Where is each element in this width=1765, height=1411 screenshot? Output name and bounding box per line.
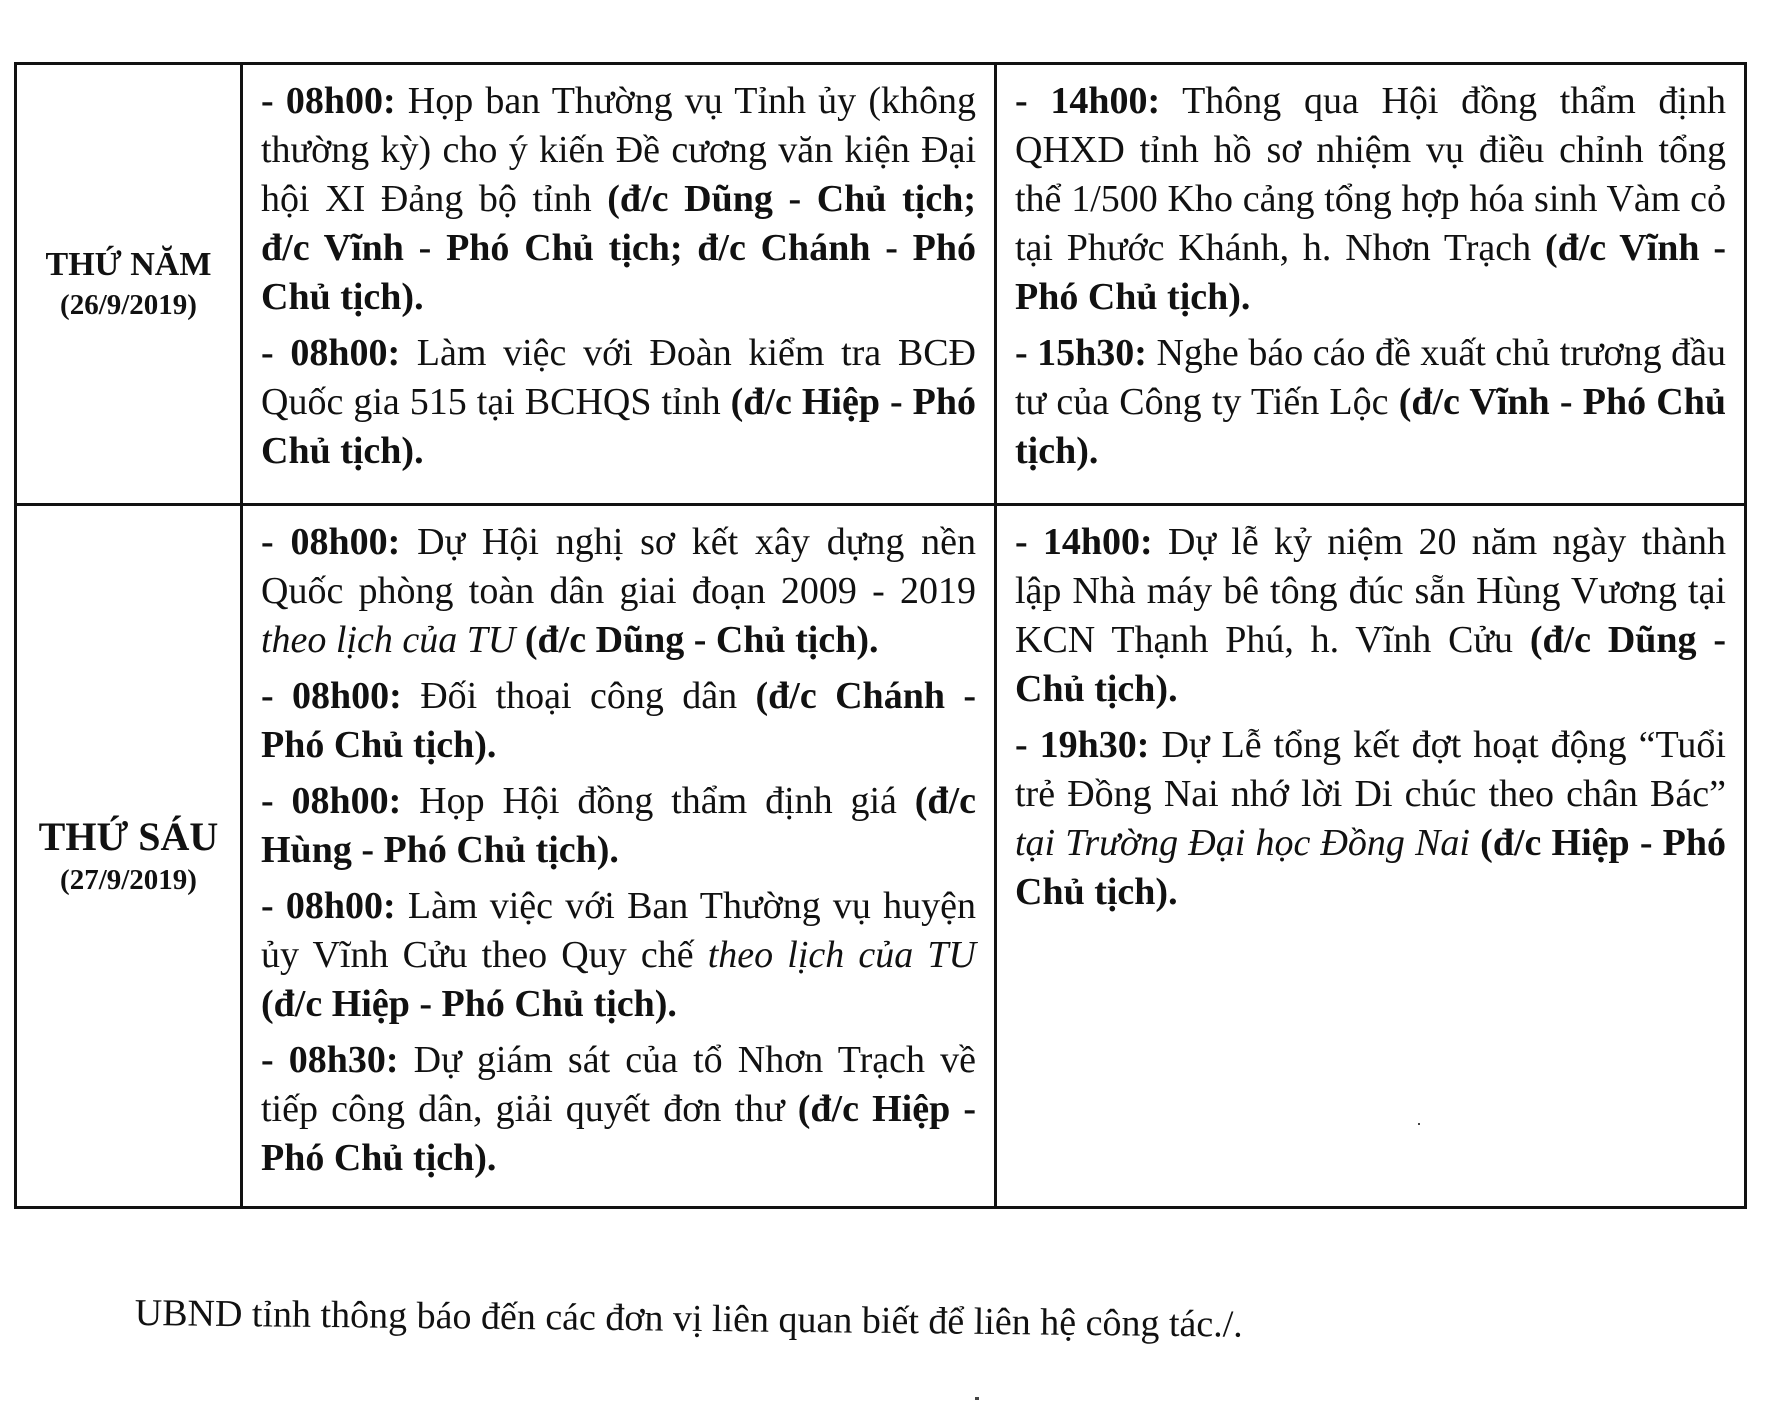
schedule-entry <box>261 882 976 1029</box>
entry-bold-text: (đ/c Hiệp - Phó Chủ tịch). <box>261 381 976 472</box>
entry-bold-text: (đ/c Hiệp - Phó Chủ tịch). <box>261 1088 977 1179</box>
entry-text: Làm việc với Đoàn kiểm tra BCĐ Quốc gia 515 tại BCHQS tỉnh <box>261 332 976 423</box>
afternoon-cell <box>996 505 1746 1208</box>
scan-speck <box>975 1397 979 1400</box>
schedule-entry <box>1015 77 1726 322</box>
entry-text <box>1470 822 1480 864</box>
entry-text: Họp ban Thường vụ Tỉnh ủy (không thường kỳ) cho ý kiến Đề cương văn kiện Đại hội XI Đảng bộ tỉnh <box>261 80 976 220</box>
entry-text: Nghe báo cáo đề xuất chủ trương đầu tư của Công ty Tiến Lộc <box>1015 332 1726 423</box>
entry-text: Dự Hội nghị sơ kết xây dựng nền Quốc phòng toàn dân giai đoạn 2009 - 2019 <box>261 521 976 612</box>
day-cell <box>16 64 242 505</box>
entry-bold-text: (đ/c Vĩnh - Phó Chủ tịch). <box>1015 227 1726 318</box>
entry-bold-text: (đ/c Dũng - Chủ tịch). <box>524 619 879 661</box>
entry-bold-text: - 14h00: <box>1015 80 1161 122</box>
schedule-entry <box>261 777 976 875</box>
entry-text: Dự giám sát của tổ Nhơn Trạch về tiếp công dân, giải quyết đơn thư <box>261 1039 976 1130</box>
afternoon-cell <box>996 64 1746 505</box>
entry-bold-text: (đ/c Vĩnh - Phó Chủ tịch). <box>1015 381 1726 472</box>
schedule-entry <box>1015 329 1726 476</box>
entry-italic-text: tại Trường Đại học Đồng Nai <box>1015 822 1470 864</box>
entry-text <box>515 619 525 661</box>
entry-bold-text: - 08h00: <box>261 332 401 374</box>
day-name: THỨ NĂM <box>45 246 212 283</box>
schedule-row-thursday <box>16 64 1746 505</box>
schedule-entry <box>261 329 976 476</box>
entry-bold-text: - 08h00: <box>261 675 402 717</box>
schedule-entry <box>1015 518 1726 714</box>
schedule-entry <box>261 77 976 322</box>
entry-bold-text: - 15h30: <box>1015 332 1147 374</box>
entry-bold-text: - 08h00: <box>261 80 396 122</box>
schedule-row-friday <box>16 505 1746 1208</box>
scan-speck <box>1418 1123 1420 1125</box>
morning-cell <box>242 64 996 505</box>
day-date: (26/9/2019) <box>60 289 197 321</box>
closing-notice: UBND tỉnh thông báo đến các đơn vị liên quan biết để liên hệ công tác./. <box>134 1291 1244 1346</box>
entry-bold-text: - 08h00: <box>261 521 401 563</box>
entry-text: Dự lễ kỷ niệm 20 năm ngày thành lập Nhà máy bê tông đúc sẵn Hùng Vương tại KCN Thạnh Phú, h. Vĩnh Cửu <box>1015 521 1726 661</box>
entry-bold-text: - 08h00: <box>261 780 402 822</box>
morning-cell <box>242 505 996 1208</box>
day-date: (27/9/2019) <box>60 864 197 896</box>
entry-text: Đối thoại công dân <box>401 675 756 717</box>
schedule-table <box>14 62 1747 1209</box>
entry-bold-text: - 14h00: <box>1015 521 1153 563</box>
schedule-entry <box>1015 721 1726 917</box>
entry-italic-text: theo lịch của TU <box>707 934 976 976</box>
entry-bold-text: - 19h30: <box>1015 724 1150 766</box>
entry-bold-text: (đ/c Hiệp - Phó Chủ tịch). <box>261 983 677 1025</box>
day-name: THỨ SÁU <box>38 814 219 859</box>
entry-bold-text: (đ/c Dũng - Chủ tịch; đ/c Vĩnh - Phó Chủ tịch; đ/c Chánh - Phó Chủ tịch). <box>261 178 976 318</box>
entry-bold-text: - 08h00: <box>261 885 396 927</box>
entry-text: Dự Lễ tổng kết đợt hoạt động “Tuổi trẻ Đồng Nai nhớ lời Di chúc theo chân Bác” <box>1015 724 1726 815</box>
entry-bold-text: - 08h30: <box>261 1039 399 1081</box>
entry-text: Làm việc với Ban Thường vụ huyện ủy Vĩnh Cửu theo Quy chế <box>261 885 976 976</box>
entry-italic-text: theo lịch của TU <box>261 619 516 661</box>
day-cell <box>16 505 242 1208</box>
entry-bold-text: (đ/c Hiệp - Phó Chủ tịch). <box>1015 822 1726 913</box>
entry-bold-text: (đ/c Hùng - Phó Chủ tịch). <box>261 780 976 871</box>
entry-bold-text: (đ/c Dũng - Chủ tịch). <box>1015 619 1727 710</box>
schedule-entry <box>261 1036 976 1183</box>
schedule-entry <box>261 518 976 665</box>
entry-bold-text: (đ/c Chánh - Phó Chủ tịch). <box>261 675 977 766</box>
schedule-entry <box>261 672 976 770</box>
entry-text: Thông qua Hội đồng thẩm định QHXD tỉnh hồ sơ nhiệm vụ điều chỉnh tổng thể 1/500 Kho cảng tổng hợp hóa sinh Vàm cỏ tại Phước Khánh, h. Nhơn Trạch <box>1015 80 1726 269</box>
entry-text: Họp Hội đồng thẩm định giá <box>401 780 915 822</box>
